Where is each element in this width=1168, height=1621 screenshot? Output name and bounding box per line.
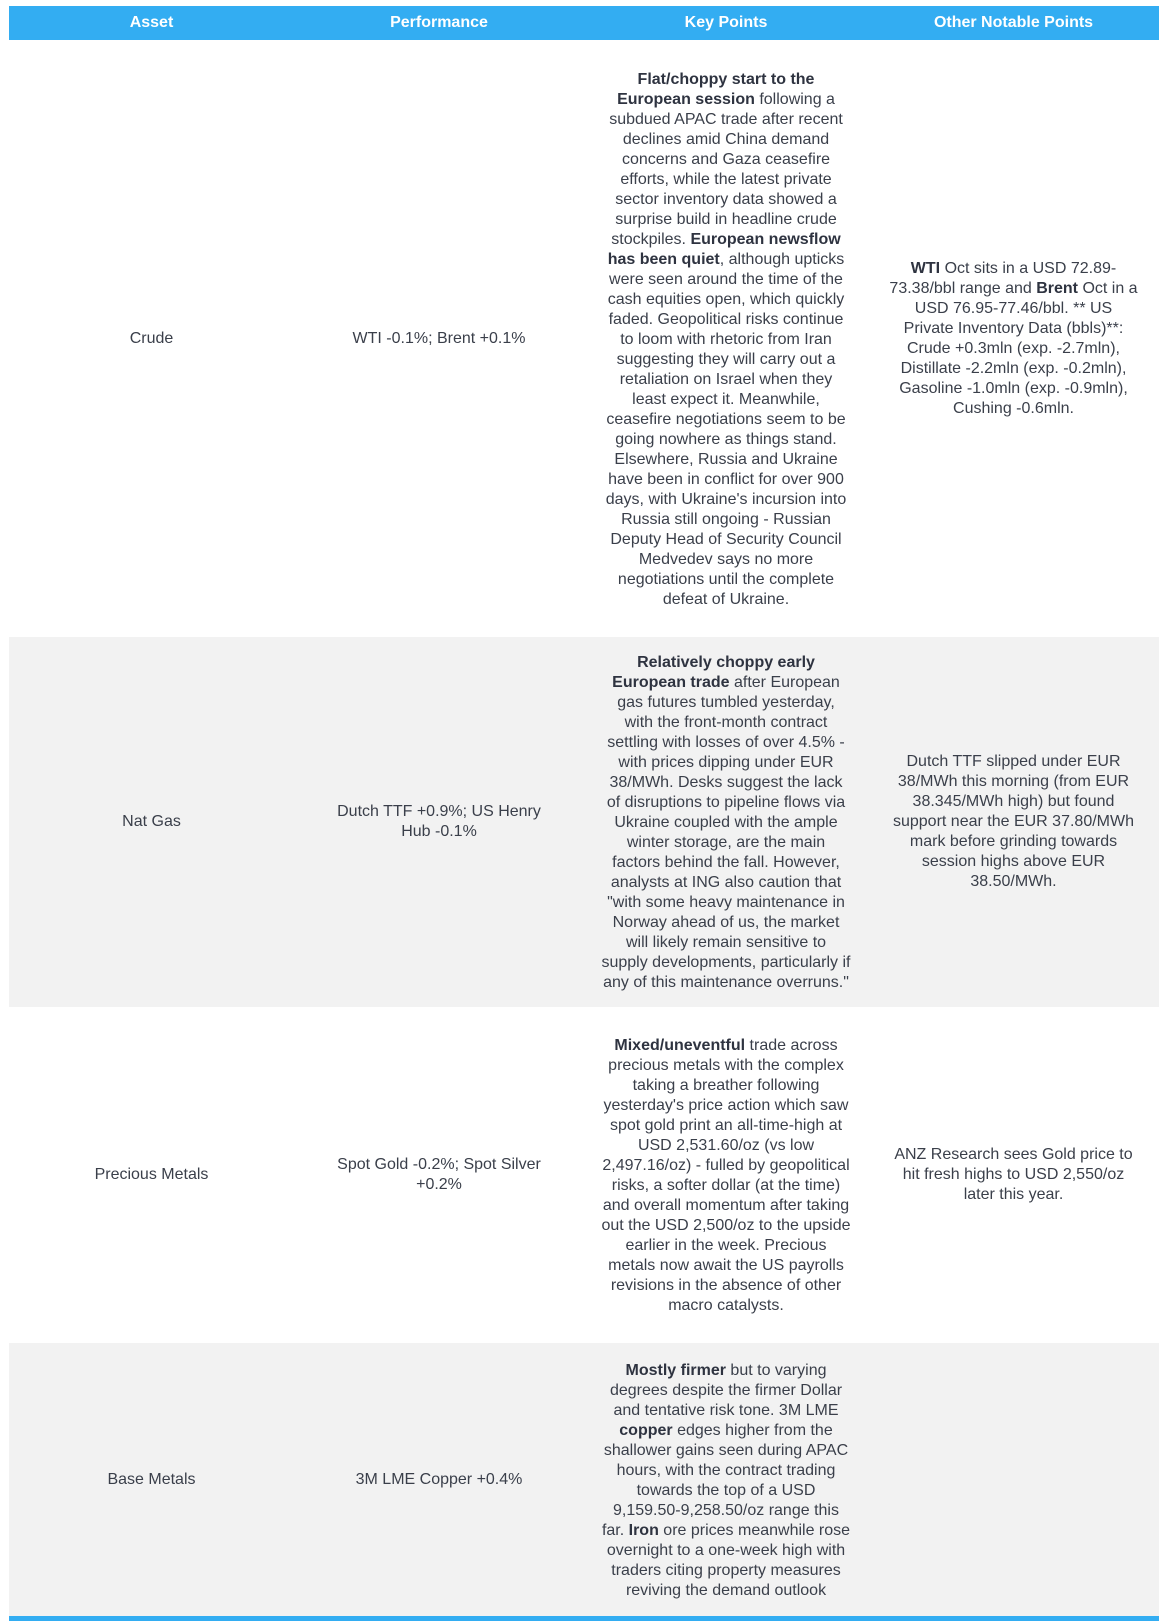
header-other-notable-points: Other Notable Points bbox=[868, 6, 1159, 40]
emphasis-text: European newsflow has been quiet bbox=[607, 230, 841, 268]
key-points-text: Mostly firmer but to varying degrees despite the firmer Dollar and tentative risk tone. 3M LME copper edges higher from the shallower gains seen during APAC hours, with the contract trading towards the top of a USD 9,159.50-9,258.50/oz range this far. Iron ore prices meanwhile rose overnight to a one-week high with traders citing property measures reviving the demand outlook bbox=[601, 1361, 851, 1599]
asset-cell: Base Metals bbox=[9, 1343, 294, 1616]
table-row-nat-gas bbox=[9, 637, 1159, 1007]
asset-cell: Nat Gas bbox=[9, 637, 294, 1007]
header-asset: Asset bbox=[9, 6, 294, 40]
header-key-points: Key Points bbox=[584, 6, 868, 40]
key-points-text: Flat/choppy start to the European session following a subdued APAC trade after recent declines amid China demand concerns and Gaza ceasefire efforts, while the latest private sector inventory data showed a surprise build in headline crude stockpiles. European newsflow has been quiet, although upticks were seen around the time of the cash equities open, which quickly faded. Geopolitical risks continue to loom with rhetoric from Iran suggesting they will carry out a retaliation on Israel when they least expect it. Meanwhile, ceasefire negotiations seem to be going nowhere as things stand. Elsewhere, Russia and Ukraine have been in conflict for over 900 days, with Ukraine's incursion into Russia still ongoing - Russian Deputy Head of Security Council Medvedev says no more negotiations until the complete defeat of Ukraine. bbox=[605, 70, 847, 608]
key-points-cell bbox=[584, 1007, 868, 1343]
header-performance: Performance bbox=[294, 6, 584, 40]
table-row-base-metals bbox=[9, 1343, 1159, 1616]
performance-text: WTI -0.1%; Brent +0.1% bbox=[352, 329, 526, 347]
other-points-text: WTI Oct sits in a USD 72.89-73.38/bbl range and Brent Oct in a USD 76.95-77.46/bbl. ** US Private Inventory Data (bbls)**: Crude +0.3mln (exp. -2.7mln), Distillate -2.2mln (exp. -0.2mln), Gasoline -1.0mln (exp. -0.9mln), Cushing -0.6mln. bbox=[889, 259, 1138, 417]
emphasis-text: WTI bbox=[910, 259, 941, 277]
key-points-cell bbox=[584, 637, 868, 1007]
other-points-cell bbox=[868, 637, 1159, 1007]
asset-cell: Precious Metals bbox=[94, 1166, 209, 1183]
commodities-table-container bbox=[9, 6, 1159, 1621]
table-row-precious-metals bbox=[9, 1007, 1159, 1343]
emphasis-text: Mixed/uneventful bbox=[614, 1037, 746, 1054]
key-points-cell bbox=[584, 40, 868, 637]
performance-text: Dutch TTF +0.9%; US Henry Hub -0.1% bbox=[337, 803, 541, 840]
commodities-table bbox=[9, 6, 1159, 1616]
performance-text: Spot Gold -0.2%; Spot Silver +0.2% bbox=[337, 1156, 541, 1193]
table-header-row bbox=[9, 6, 1159, 40]
key-points-cell bbox=[584, 1343, 868, 1616]
other-points-cell bbox=[868, 40, 1159, 637]
performance-text: 3M LME Copper +0.4% bbox=[355, 1470, 523, 1488]
emphasis-text: Iron bbox=[628, 1521, 659, 1539]
key-points-text: Relatively choppy early European trade after European gas futures tumbled yesterday, with the front-month contract settling with losses of over 4.5% - with prices dipping under EUR 38/MWh. Desks suggest the lack of disruptions to pipeline flows via Ukraine coupled with the ample winter storage, are the main factors behind the fall. However, analysts at ING also caution that "with some heavy maintenance in Norway ahead of us, the market will likely remain sensitive to supply developments, particularly if any of this maintenance overruns." bbox=[601, 654, 851, 991]
other-points-cell bbox=[868, 1007, 1159, 1343]
performance-cell bbox=[294, 1007, 584, 1343]
other-points-text: ANZ Research sees Gold price to hit fresh highs to USD 2,550/oz later this year. bbox=[894, 1146, 1133, 1203]
emphasis-text: Relatively choppy early European trade bbox=[612, 654, 815, 691]
table-bottom-border bbox=[9, 1616, 1159, 1621]
emphasis-text: Flat/choppy start to the European session bbox=[617, 70, 815, 108]
performance-cell bbox=[294, 637, 584, 1007]
emphasis-text: copper bbox=[619, 1421, 673, 1439]
emphasis-text: Mostly firmer bbox=[625, 1361, 726, 1379]
emphasis-text: Brent bbox=[1036, 279, 1078, 297]
key-points-text: Mixed/uneventful trade across precious metals with the complex taking a breather following yesterday's price action which saw spot gold print an all-time-high at USD 2,531.60/oz (vs low 2,497.16/oz) - fulled by geopolitical risks, a softer dollar (at the time) and overall momentum after taking out the USD 2,500/oz to the upside earlier in the week. Precious metals now await the US payrolls revisions in the absence of other macro catalysts. bbox=[601, 1037, 851, 1314]
table-row-crude bbox=[9, 40, 1159, 637]
performance-cell bbox=[294, 1343, 584, 1616]
performance-cell bbox=[294, 40, 584, 637]
other-points-text: Dutch TTF slipped under EUR 38/MWh this morning (from EUR 38.345/MWh high) but found support near the EUR 37.80/MWh mark before grinding towards session highs above EUR 38.50/MWh. bbox=[892, 753, 1134, 890]
asset-cell: Crude bbox=[129, 329, 174, 347]
other-points-cell bbox=[868, 1343, 1159, 1616]
